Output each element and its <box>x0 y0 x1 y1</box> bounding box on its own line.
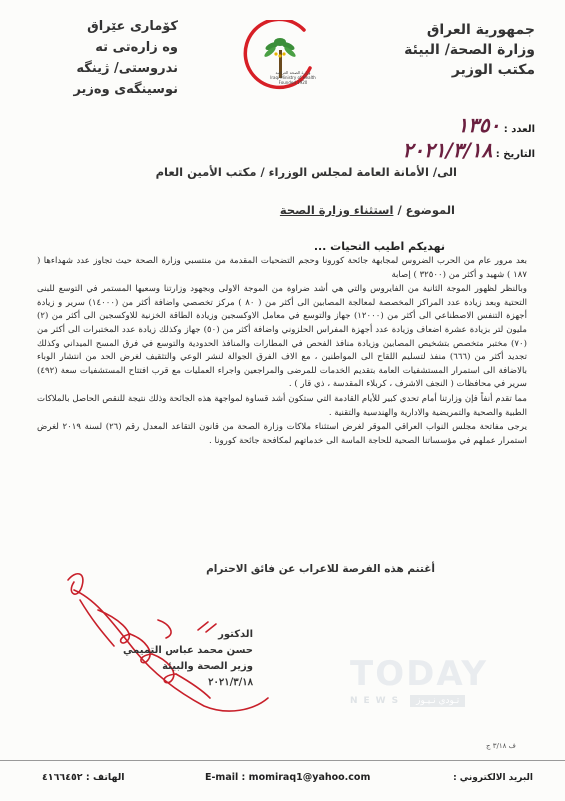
reference-block <box>402 115 535 165</box>
header-kurdish <box>28 16 178 100</box>
watermark-news: NEWS <box>350 696 405 706</box>
logo-caption-ar: وزارة الصحة العراقية <box>275 70 311 75</box>
reference-date-row <box>402 140 535 165</box>
number-value: ١٣٥٠ <box>457 113 501 137</box>
closing-line: أغتنم هذه الفرصة للاعراب عن فائق الاحترام <box>206 563 435 575</box>
watermark-bar <box>350 695 540 707</box>
ministry-logo-icon <box>232 20 332 100</box>
paragraph: يرجى مفاتحة مجلس النواب العراقي الموقر لغرض استثناء ملاكات وزارة الصحة من قانون التقاعد المعدل رقم (٢٦) لسنة ٢٠١٩ لغرض استمرار عملهم في مؤسساتنا الصحية للحاجة الماسة الى خدماتهم لمكافحة جائحة كورونا . <box>37 422 527 446</box>
reference-number-row <box>402 115 535 140</box>
file-code: ف ٣/١٨ ج <box>486 742 516 750</box>
subject-label: الموضوع / <box>397 203 455 217</box>
paragraph: مما تقدم أنفاً فإن وزارتنا أمام تحدي كبير للأيام القادمة التي ستكون أشد قساوة لمواجهة هذه الجائحة وذلك نتيجة للنقص الحاصل بالملاكات الطبية والصحية والتمريضية والادارية والهندسية والتقنية . <box>37 393 527 418</box>
signer-position: وزير الصحة والبيئة <box>162 661 253 672</box>
paragraph: وبالنظر لظهور الموجة الثانية من الفايروس والتي هي أشد ضراوة من الموجة الاولى وبجهود وزارتنا وسعيها المستمر في التوسع للبنى التحتية وبعد زيادة عدد المراكز المخصصة لمعالجة المصابين الى أكثر من ( ٨٠ ) مركز تخصصي واضافة أكثر من (١٤٠٠٠) سرير و زيادة أجهزة التنفس الاصطناعي الى أكثر من (١٢٠٠٠) جهاز والتوسع في معامل الاوكسجين وزيادة الطاقة الخزنية للاوكسجين الى أكثر من (٢) مليون لتر بزيادة عشرة اضعاف وزيادة عدد أجهزة المفراس الحلزوني واضافة أكثر من (٥٠) جهاز وكذلك زيادة عدد المختبرات الى أكثر من (٧٠) مختبر متخصص بتشخيص المصابين وزيادة منافذ الفحص في المطارات والمنافذ الحدودية والتوسع في فرق المسح الميداني وكذلك تجديد أكثر من (٦٦٦) منفذ لتسليم اللقاح الى المواطنين ، مع الاف الفرق الجوالة لنشر الوعي والتثقيف لغرض الحد من انتشار الوباء بالاضافة الى استمرار المستشفيات العامة بتقديم الخدمات للمرضى والمراجعين واجراء العمليات مع قرب افتتاح المستشفيات سعة (٤٩٢) سرير في محافظات ( النجف الاشرف ، كربلاء المقدسة ، ذي قار ) . <box>37 284 528 390</box>
number-label: العدد : <box>503 124 535 135</box>
footer-email: E-mail : momiraq1@yahoo.com <box>205 772 371 783</box>
logo-caption <box>258 70 328 85</box>
addressee: الى/ الأمانة العامة لمجلس الوزراء / مكتب الأمين العام <box>155 165 457 179</box>
subject-line <box>280 203 455 217</box>
greeting: نهديكم اطيب التحيات ... <box>313 240 445 253</box>
logo-caption-founded: Founded 1920 <box>278 80 308 85</box>
footer-phone-value: ٤١٦٦٤٥٢ <box>42 772 83 783</box>
signer-name: حسن محمد عباس التميمي <box>122 645 253 656</box>
signer-block <box>123 627 253 691</box>
header-ar-line-3: مكتب الوزير <box>451 62 535 78</box>
letter-body <box>37 255 527 449</box>
header-ku-line-2: وه زارەتی ته ندروستی/ ژینگه <box>76 40 178 76</box>
footer <box>0 760 565 801</box>
header-ku-line-3: نوسینگەی وەزیر <box>73 82 178 97</box>
header-ku-line-1: كۆماری عێراق <box>87 19 178 34</box>
today-news-watermark <box>350 655 540 710</box>
signer-title: الدكتور <box>218 629 253 640</box>
footer-phone <box>42 772 125 783</box>
paragraph: بعد مرور عام من الحرب الضروس لمجابهة جائحة كورونا وحجم التضحيات المقدمة من منتسبي وزارة الصحة حيث تجاوز عدد شهداءها ( ١٨٧ ) شهيد و أكثر من (٣٢٥٠٠ ) إصابة <box>37 256 527 280</box>
footer-phone-label: الهاتف : <box>85 772 125 783</box>
date-label: التاريخ : <box>495 149 535 160</box>
footer-email-label: البريد الالكتروني : <box>453 773 533 783</box>
date-value: ٢٠٢١/٣/١٨ <box>402 138 493 162</box>
header-ar-line-1: جمهورية العراق <box>426 22 535 38</box>
signer-date: ٢٠٢١/٣/١٨ <box>208 677 253 688</box>
logo-caption-en: Iraqi Ministry of Health <box>270 75 316 80</box>
watermark-arabic: تـودي نـيـوز <box>410 695 465 707</box>
subject-value: استثناء وزارة الصحة <box>279 203 394 217</box>
header-ar-line-2: وزارة الصحة/ البيئة <box>404 42 535 58</box>
watermark-logo: TODAY <box>350 654 488 694</box>
header-arabic <box>404 20 535 80</box>
